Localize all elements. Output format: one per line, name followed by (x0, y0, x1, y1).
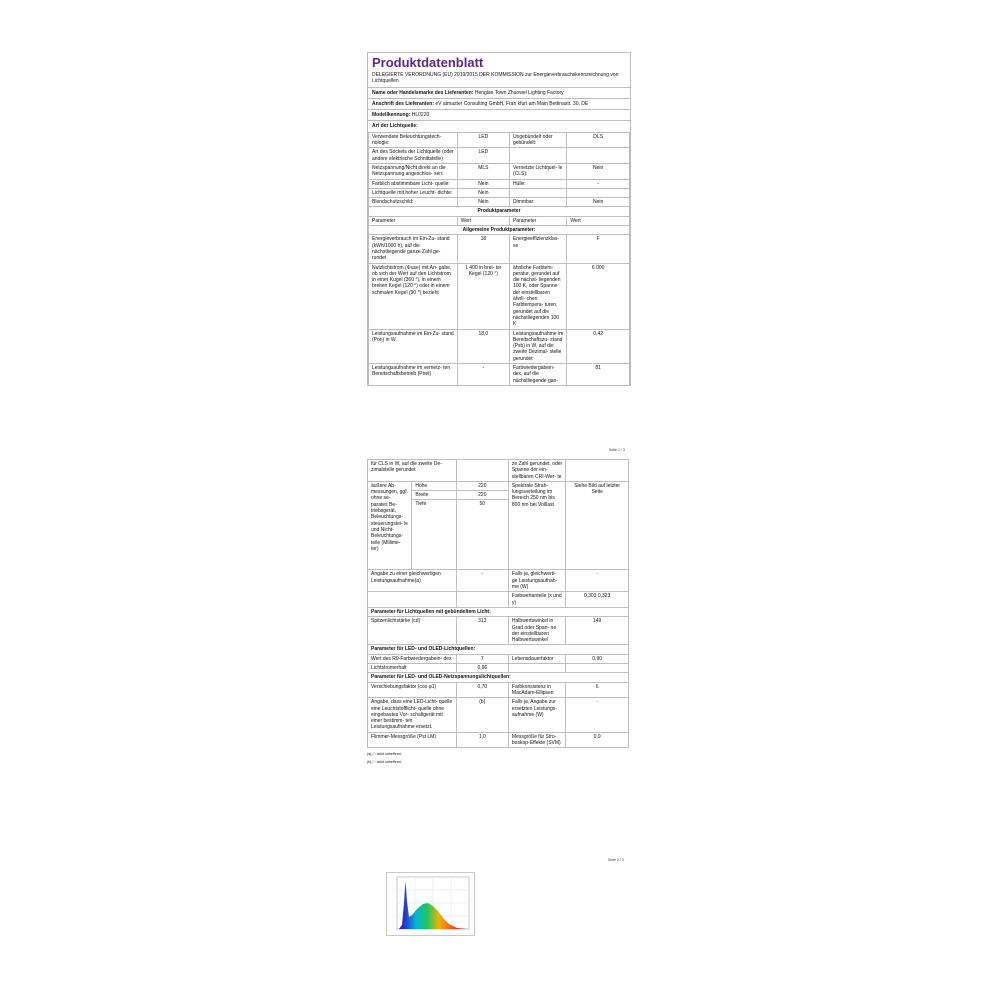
page-number-2: Seite 2 / 3 (608, 858, 624, 862)
table-row: Leistungsaufnahme im vernetz- ten Bereitschaftsbetrieb (Pnet) - Farbwiedergabein- dex, auf die nächstliegende gan- 81 (369, 363, 630, 385)
footnote-a: (a)„-“: nicht zutreffend; (367, 752, 402, 757)
address-label: Anschrift des Lieferanten: (372, 100, 434, 107)
table-row: Flimmer-Messgröße (Pst LM) 1,0 Messgröße für Stro- boskop-Effekte (SVM) 0,9 (368, 732, 629, 748)
table-row: Angabe zu einer gleichwertigen Leistungsaufnahme(a) - Falls ja, gleichwerti- ge Leistungsaufnah- me (W) - (368, 570, 629, 592)
footnote-b: (b)„-“: nicht zutreffend; (367, 760, 402, 765)
section-header: Parameter für LED- und OLED-Netzspannungslichtquellen: (368, 673, 629, 682)
table-row: Art des Sockels der Lichtquelle (oder andere elektrische Schnittstelle) LED (369, 148, 630, 164)
model-label: Modellkennung: (372, 112, 411, 119)
table-row: Netzspannung/Nicht direkt an die Netzspannung angeschlos- sen: MLS Vernetzte Lichtquel- le (CLS): Nein (369, 163, 630, 179)
datasheet-page-2 (367, 459, 629, 766)
column-header-row: Parameter Wert Parameter Wert (369, 216, 630, 225)
table-row: Blendschutzschild: Nein Dimmbar: Nein (369, 198, 630, 207)
spectral-label: Spektrale Strah- lungsverteilung im Bereich 250 nm bis 800 nm bei Volllast (508, 481, 565, 570)
supplier-value: Henglan Town Zhuowei Lighting Factory (474, 89, 564, 96)
supplier-row (368, 87, 630, 98)
document-title: Produktdatenblatt (372, 55, 484, 70)
datasheet-table-2 (367, 459, 629, 748)
section-header: Parameter für Lichtquellen mit gebündeltem Licht: (368, 607, 629, 616)
dimensions-label: äußere Ab- messungen, ggf. ohne se- parates Be- triebsgerät, Beleuchtungs- steuerungstei- le und Nicht- Beleuchtungs- teile (Millime- ter) (368, 481, 412, 570)
page-number-1: Seite 1 / 3 (609, 448, 625, 452)
model-row (368, 109, 630, 120)
spectrum-graphic (387, 873, 474, 935)
table-row: Farblich abstimmbare Licht- quelle: Nein Hülle: - (369, 179, 630, 188)
datasheet-table-1 (368, 132, 630, 386)
supplier-label: Name oder Handelsmarke des Lieferanten: (372, 89, 474, 96)
model-value: HL0220 (411, 112, 430, 119)
address-value: eV atmaster Consulting GmbH, Fran kfurt am Main Bettinastr. 30, DE (435, 100, 589, 107)
table-row: Breite 220 (368, 491, 629, 500)
table-row: Nutzlichtstrom (Φuse) mit An- gabe, ob sich der Wert auf den Lichtstrom in einer Kugel (360 °), in einem breiten Kegel (120 °) oder in einem schmalen Kegel (90 °) bezieht 1 400 in brei- ter Kegel (120 °) ähnliche Farbtem- peratur, gerundet auf die nächst- liegenden 100 K, oder Spanne der einstellbaren ähnli- chen Farbtempera- turen, gerundet auf die nächstliegenden 100 K 6 000 (369, 263, 630, 329)
table-row: äußere Ab- messungen, ggf. ohne se- parates Be- triebsgerät, Beleuchtungs- steuerungstei- le und Nicht- Beleuchtungs- teile (Millime- ter) Höhe 220 Spektrale Strah- lungsverteilung im Bereich 250 nm bis 800 nm bei Volllast Siehe Bild auf letzter Seite (368, 481, 629, 490)
table-row: Angabe, dass eine LED-Licht- quelle eine Leuchtstofflicht- quelle ohne eingebautes Vor- schaltgerät mit einer bestimm- ten Leistungsaufnahme ersetzt. (b) Falls ja, Angabe zur ersetzten Leistungs- aufnahme (W) - (368, 698, 629, 732)
section-header: Allgemeine Produktparameter: (369, 226, 630, 235)
section-header: Parameter für LED- und OLED-Lichtquellen: (368, 645, 629, 654)
table-row: Leistungsaufnahme im Ein-Zu- stand (Pon) in W 18,0 Leistungsaufnahme im Bereitschaftszu- stand (Psb) in W, auf die zweite Dezimal- stelle gerundet 0,42 (369, 329, 630, 363)
table-row: Tiefe 50 (368, 500, 629, 570)
table-row: Verwendete Beleuchtungstech- nologie: LED Ungebündelt oder gebündelt: DLS (369, 132, 630, 148)
table-row: für CLS in W, auf die zweite De- zimalstelle gerundet ze Zahl gerundet, oder Spanne der ein- stellbaren CRI-Wer- te (368, 460, 629, 482)
section-header: Produktparameter (369, 207, 630, 216)
table-row: Energieverbrauch im Ein-Zu- stand (kWh/1000 h), auf die nächstliegende ganze Zahl ge- rundet 18 Energieeffizienzklas- se F (369, 235, 630, 263)
datasheet-page-1 (367, 52, 631, 386)
table-row: Verschiebungsfaktor (cos φ1) 0,70 Farbkonsistenz in MacAdam-Ellipsen 6 (368, 682, 629, 698)
address-row (368, 98, 630, 109)
spectral-value: Siehe Bild auf letzter Seite (566, 481, 629, 570)
table-row: Spitzenlichtstärke (cd) 313 Halbwertswinkel in Grad oder Span- ne der einstellbaren Halbwertswinkel 149 (368, 617, 629, 645)
table-row: Farbwertanteile (x und y) 0,303 0,323 (368, 592, 629, 608)
regulation-text: DELEGIERTE VERORDNUNG (EU) 2019/2015 DER KOMMISSION zur Energieverbrauchskennzeichnung von Lichtquellen (372, 72, 619, 85)
table-row: Wert des R9-Farbwiedergabein- dex 7 Lebensdauerfaktor 0,90 (368, 654, 629, 663)
table-row: Lichtquelle mit hoher Leucht- dichte: Nein (369, 188, 630, 197)
type-heading: Art der Lichtquelle: (368, 120, 630, 131)
spectral-distribution-image (386, 872, 475, 936)
table-row: Lichtstromerhalt 0,96 (368, 664, 629, 673)
